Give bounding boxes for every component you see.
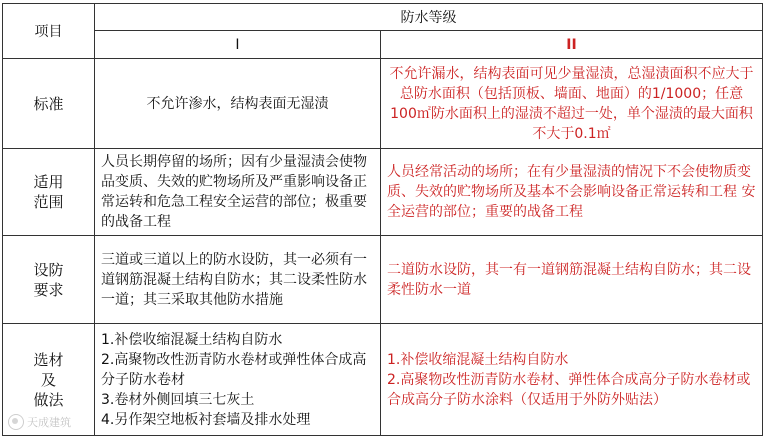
header-group — [95, 4, 763, 31]
cell-text: 不允许渗水，结构表面无湿渍 — [146, 95, 329, 112]
cell-level-1 — [95, 149, 381, 236]
row-label-line: 及 — [40, 370, 56, 389]
cell-text: 人员经常活动的场所；在有少量湿渍的情况下不会使物质变质、失效的贮物场所及基本不会影响设备正常运转和工程 安全运营的部位；重要的战备工程 — [387, 164, 756, 220]
list-item: 2.高聚物改性沥青防水卷材或弹性体合成高分子防水卷材 — [101, 351, 367, 388]
level-2-label: II — [566, 36, 577, 53]
cell-level-1 — [95, 324, 381, 436]
cell-text: 三道或三道以上的防水设防，其一必须有一道钢筋混凝土结构自防水；其二设柔性防水一道；其三采取其他防水措施 — [101, 251, 367, 308]
table-row — [3, 149, 763, 236]
header-item — [3, 4, 95, 59]
header-level-2 — [381, 31, 763, 59]
row-label — [3, 236, 95, 324]
row-label-line: 设防 — [33, 260, 64, 279]
list-item: 1.补偿收缩混凝土结构自防水 — [101, 331, 283, 348]
table-row — [3, 324, 763, 436]
list-item: 2.高聚物改性沥青防水卷材、弹性体合成高分子防水卷材或合成高分子防水涂料（仅适用于外防外贴法） — [387, 371, 751, 408]
cell-level-1 — [95, 59, 381, 149]
watermark-logo-icon — [8, 414, 24, 430]
level-1-label: I — [235, 36, 240, 53]
cell-level-2 — [381, 324, 763, 436]
cell-level-2 — [381, 149, 763, 236]
list-item: 4.另作架空地板衬套墙及排水处理 — [101, 411, 311, 428]
header-group-label: 防水等级 — [400, 10, 457, 26]
watermark-text: 天成建筑 — [27, 416, 71, 429]
watermark — [8, 414, 71, 430]
row-label-line: 标准 — [33, 94, 64, 113]
header-item-label: 项目 — [34, 24, 63, 40]
table-row — [3, 59, 763, 149]
row-label-line: 选材 — [33, 350, 64, 369]
row-label — [3, 59, 95, 149]
cell-level-1 — [95, 236, 381, 324]
cell-text: 二道防水设防，其一有一道钢筋混凝土结构自防水；其二设柔性防水一道 — [387, 261, 751, 298]
cell-text: 不允许漏水，结构表面可见少量湿渍，总湿渍面积不应大于总防水面积（包括顶板、墙面、地面）的1/1000；任意100㎡防水面积上的湿渍不超过一处，单个湿渍的最大面积不大于0.1㎡ — [389, 65, 754, 142]
waterproof-grade-table — [2, 3, 763, 436]
cell-text: 人员长期停留的场所；因有少量湿渍会使物品变质、失效的贮物场所及严重影响设备正常运转和危急工程安全运营的部位；极重要的战备工程 — [101, 154, 367, 230]
cell-level-2 — [381, 236, 763, 324]
table-row — [3, 236, 763, 324]
row-label — [3, 149, 95, 236]
row-label-line: 做法 — [33, 390, 64, 409]
list-item: 1.补偿收缩混凝土结构自防水 — [387, 351, 569, 368]
row-label-line: 要求 — [33, 280, 64, 299]
cell-level-2 — [381, 59, 763, 149]
header-level-1 — [95, 31, 381, 59]
row-label-line: 范围 — [33, 193, 64, 211]
list-item: 3.卷材外侧回填三七灰土 — [101, 391, 255, 408]
row-label-line: 适用 — [33, 173, 64, 191]
